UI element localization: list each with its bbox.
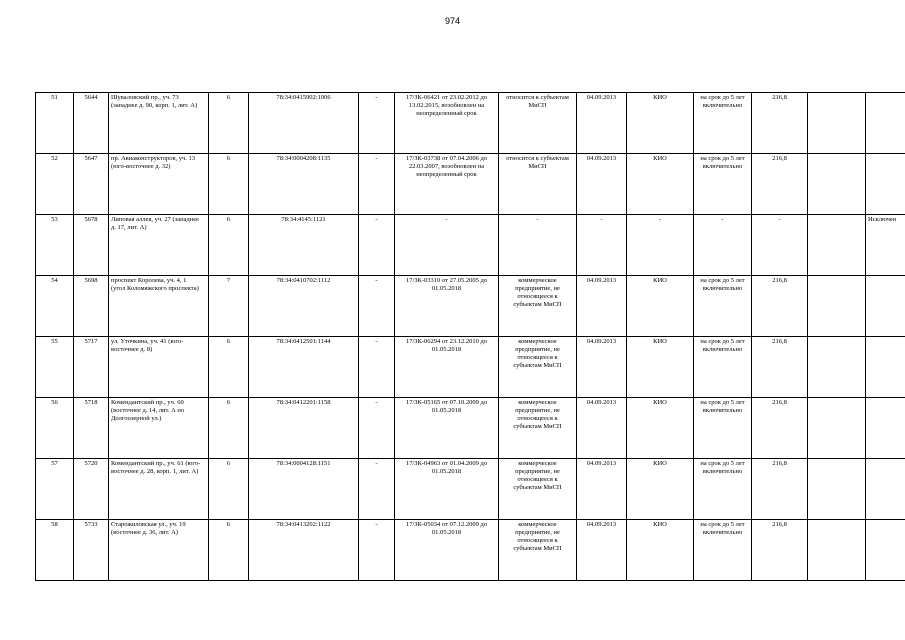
term-cell: на срок до 5 лет включительно: [694, 93, 752, 154]
note-cell: [866, 154, 905, 215]
table-row: [36, 154, 905, 215]
empty-cell: [808, 459, 866, 520]
object-id-cell: 5733: [74, 520, 109, 581]
area-cell: 216,8: [752, 520, 808, 581]
date-cell: 04.09.2013: [577, 459, 627, 520]
organization-cell: КИО: [627, 154, 694, 215]
date-cell: 04.09.2013: [577, 276, 627, 337]
dash-cell: -: [359, 520, 395, 581]
organization-cell: КИО: [627, 93, 694, 154]
table-row: [36, 93, 905, 154]
object-id-cell: 5717: [74, 337, 109, 398]
data-table: [35, 92, 905, 581]
dash-cell: -: [359, 154, 395, 215]
table-row: [36, 215, 905, 276]
organization-cell: КИО: [627, 398, 694, 459]
row-number-cell: 58: [36, 520, 74, 581]
zone-cell: 6: [209, 215, 249, 276]
organization-cell: КИО: [627, 520, 694, 581]
row-number-cell: 52: [36, 154, 74, 215]
area-cell: 216,8: [752, 154, 808, 215]
area-cell: 216,8: [752, 276, 808, 337]
dash-cell: -: [359, 276, 395, 337]
contract-cell: 17/ЗК-03310 от 27.05.2005 до 01.05.2018: [395, 276, 499, 337]
object-id-cell: 5647: [74, 154, 109, 215]
cadastral-number-cell: 78:34:0412501:1144: [249, 337, 359, 398]
row-number-cell: 56: [36, 398, 74, 459]
dash-cell: -: [359, 93, 395, 154]
address-cell: ул. Уточкина, уч. 41 (юго- восточнее д. 8): [109, 337, 209, 398]
note-cell: [866, 520, 905, 581]
area-cell: 216,8: [752, 337, 808, 398]
cadastral-number-cell: 78:34:0415902:1006: [249, 93, 359, 154]
row-number-cell: 54: [36, 276, 74, 337]
zone-cell: 6: [209, 154, 249, 215]
table-row: [36, 337, 905, 398]
table-row: [36, 276, 905, 337]
tenant-status-cell: относится к субъектам МиСП: [499, 154, 577, 215]
area-cell: 216,8: [752, 459, 808, 520]
note-cell: [866, 337, 905, 398]
contract-cell: 17/ЗК-03738 от 07.04.2006 до 22.03.2007, возобновлен на неопределенный срок: [395, 154, 499, 215]
contract-cell: 17/ЗК-05034 от 07.12.2009 до 01.05.2018: [395, 520, 499, 581]
date-cell: 04.09.2013: [577, 93, 627, 154]
term-cell: на срок до 5 лет включительно: [694, 459, 752, 520]
row-number-cell: 53: [36, 215, 74, 276]
address-cell: Липовая аллея, уч. 27 (западнее д. 17, лит. А): [109, 215, 209, 276]
dash-cell: -: [359, 459, 395, 520]
row-number-cell: 51: [36, 93, 74, 154]
object-id-cell: 5644: [74, 93, 109, 154]
area-cell: 216,8: [752, 93, 808, 154]
row-number-cell: 55: [36, 337, 74, 398]
object-id-cell: 5718: [74, 398, 109, 459]
note-cell: [866, 93, 905, 154]
zone-cell: 7: [209, 276, 249, 337]
zone-cell: 6: [209, 459, 249, 520]
address-cell: проспект Королева, уч. 4, 1 (угол Коломяжского проспекта): [109, 276, 209, 337]
address-cell: Шуваловский пр., уч. 73 (западнее д. 90, корп. 1, лит. А): [109, 93, 209, 154]
row-number-cell: 57: [36, 459, 74, 520]
note-cell: [866, 459, 905, 520]
tenant-status-cell: коммерческое предприятие, не относящееся к субъектам МиСП: [499, 398, 577, 459]
empty-cell: [808, 154, 866, 215]
tenant-status-cell: коммерческое предприятие, не относящееся к субъектам МиСП: [499, 276, 577, 337]
organization-cell: -: [627, 215, 694, 276]
empty-cell: [808, 337, 866, 398]
address-cell: пр. Авиаконструкторов, уч. 13 (юго-восточнее д. 32): [109, 154, 209, 215]
area-cell: -: [752, 215, 808, 276]
tenant-status-cell: -: [499, 215, 577, 276]
tenant-status-cell: относится к субъектам МиСП: [499, 93, 577, 154]
organization-cell: КИО: [627, 459, 694, 520]
note-cell: [866, 398, 905, 459]
organization-cell: КИО: [627, 276, 694, 337]
address-cell: Комендантский пр., уч. 60 (восточнее д. 14, лит. А по Долгоозерной ул.): [109, 398, 209, 459]
cadastral-number-cell: 78:34:0413202:1122: [249, 520, 359, 581]
contract-cell: 17/ЗК-06294 от 23.12.2010 до 01.05.2018: [395, 337, 499, 398]
contract-cell: 17/ЗК-04963 от 01.04.2009 до 01.05.2018: [395, 459, 499, 520]
object-id-cell: 5720: [74, 459, 109, 520]
note-cell: Исключен: [866, 215, 905, 276]
empty-cell: [808, 215, 866, 276]
term-cell: на срок до 5 лет включительно: [694, 398, 752, 459]
zone-cell: 6: [209, 398, 249, 459]
dash-cell: -: [359, 337, 395, 398]
zone-cell: 6: [209, 93, 249, 154]
term-cell: на срок до 5 лет включительно: [694, 337, 752, 398]
cadastral-number-cell: 78:34:0410702:1112: [249, 276, 359, 337]
organization-cell: КИО: [627, 337, 694, 398]
dash-cell: -: [359, 398, 395, 459]
date-cell: 04.09.2013: [577, 520, 627, 581]
empty-cell: [808, 520, 866, 581]
address-cell: Старожиловская ул., уч. 19 (восточнее д. 36, лит. А): [109, 520, 209, 581]
cadastral-number-cell: 78:34:0004128:1151: [249, 459, 359, 520]
term-cell: на срок до 5 лет включительно: [694, 520, 752, 581]
tenant-status-cell: коммерческое предприятие, не относящееся к субъектам МиСП: [499, 337, 577, 398]
term-cell: -: [694, 215, 752, 276]
table-row: [36, 459, 905, 520]
empty-cell: [808, 93, 866, 154]
date-cell: 04.09.2013: [577, 398, 627, 459]
zone-cell: 6: [209, 337, 249, 398]
empty-cell: [808, 398, 866, 459]
date-cell: 04.09.2013: [577, 154, 627, 215]
cadastral-number-cell: 78:34:0004208:1135: [249, 154, 359, 215]
table-row: [36, 520, 905, 581]
term-cell: на срок до 5 лет включительно: [694, 154, 752, 215]
area-cell: 216,8: [752, 398, 808, 459]
note-cell: [866, 276, 905, 337]
empty-cell: [808, 276, 866, 337]
term-cell: на срок до 5 лет включительно: [694, 276, 752, 337]
tenant-status-cell: коммерческое предприятие, не относящееся к субъектам МиСП: [499, 520, 577, 581]
cadastral-number-cell: 78:34:0412201:1158: [249, 398, 359, 459]
address-cell: Комендантский пр., уч. 61 (юго- восточнее д. 28, корп. 1, лит. А): [109, 459, 209, 520]
contract-cell: 17/ЗК-06421 от 23.02.2012 до 13.02.2015, возобновлен на неопределенный срок: [395, 93, 499, 154]
zone-cell: 6: [209, 520, 249, 581]
dash-cell: -: [359, 215, 395, 276]
date-cell: -: [577, 215, 627, 276]
contract-cell: 17/ЗК-05165 от 07.10.2009 до 01.05.2018: [395, 398, 499, 459]
object-id-cell: 5678: [74, 215, 109, 276]
tenant-status-cell: коммерческое предприятие, не относящееся к субъектам МиСП: [499, 459, 577, 520]
object-id-cell: 5698: [74, 276, 109, 337]
page-number: 974: [444, 16, 461, 26]
table-row: [36, 398, 905, 459]
contract-cell: -: [395, 215, 499, 276]
cadastral-number-cell: 78:34:4145:1121: [249, 215, 359, 276]
date-cell: 04.09.2013: [577, 337, 627, 398]
